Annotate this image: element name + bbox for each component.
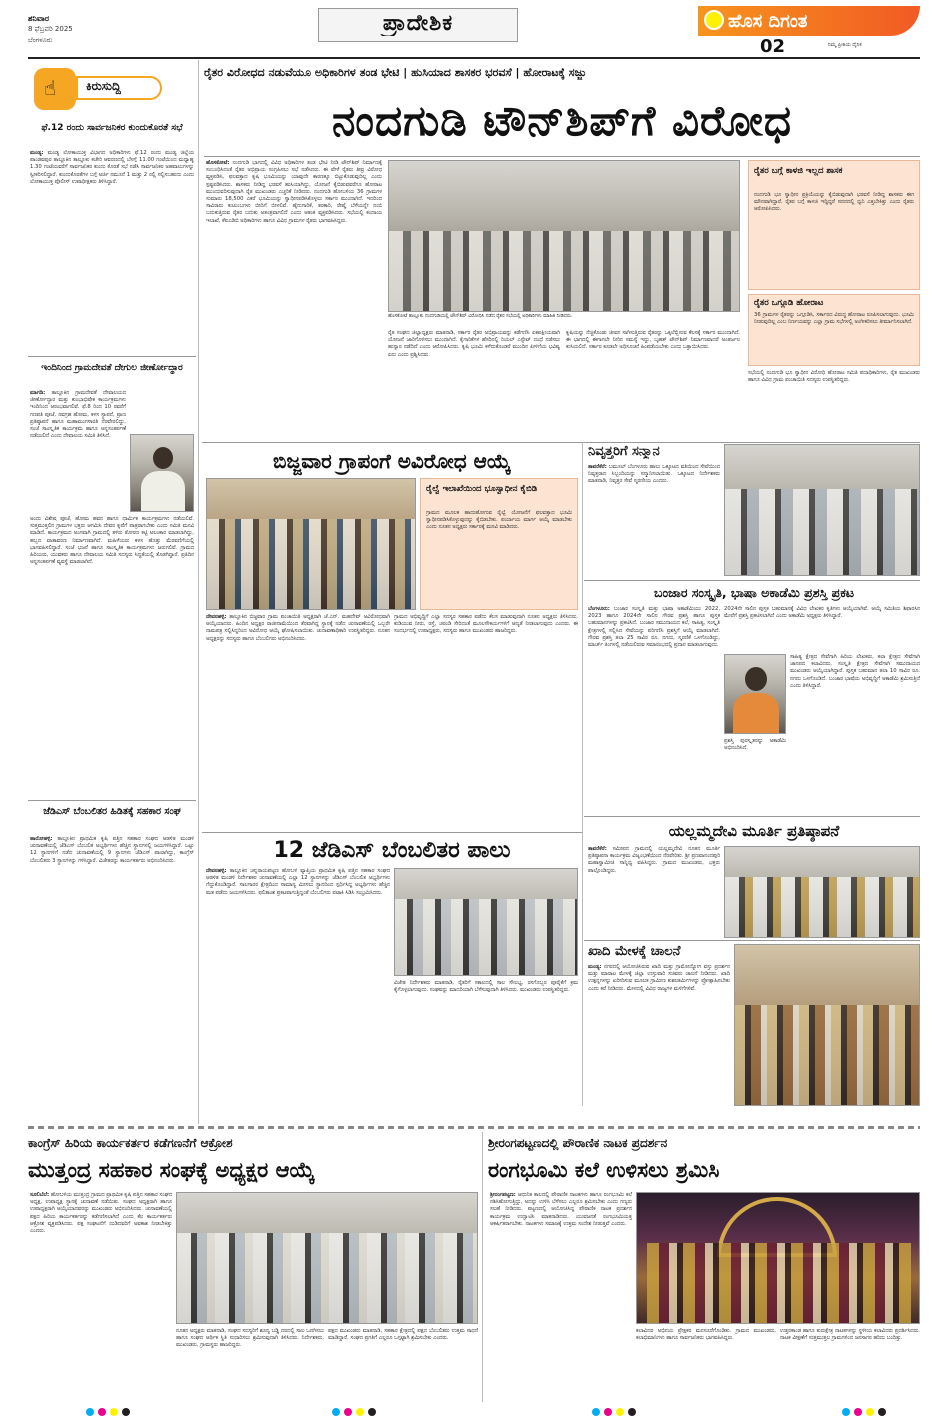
photo-torso xyxy=(733,693,779,734)
banjara-text: ಬಂಜಾರ ಸಂಸ್ಕೃತಿ ಮತ್ತು ಭಾಷಾ ಅಕಾಡೆಮಿಯು 2022, 2023 ಹಾಗೂ 2024ನೇ ಸಾಲಿನ ಗೌರವ ಪ್ರಶಸ್ತಿ ಹಾಗೂ ಪುಸ್ತಕ ಬಹುಮಾನಗಳನ್ನು ಪ್ರಕಟಿಸಿದೆ. ಬಂಜಾರ ಸಮುದಾಯದ ಕಲೆ, ಸಾಹಿತ್ಯ, ಸಂಸ್ಕೃತಿ ಕ್ಷೇತ್ರಗಳಲ್ಲಿ ಸಲ್ಲಿಸಿದ ಸೇವೆಯನ್ನು ಪರಿಗಣಿಸಿ ಪ್ರಶಸ್ತಿಗೆ ಆಯ್ಕೆ ಮಾಡಲಾಗಿದೆ. ಗೌರವ ಪ್ರಶಸ್ತಿ ತಲಾ 25 ಸಾವಿರ ರೂ. ನಗದು, ಸ್ಮರಣಿಕೆ ಒಳಗೊಂಡಿದ್ದು, ಮಾರ್ಚ್ ತಿಂಗಳಲ್ಲಿ ನಡೆಯಲಿರುವ ಸಮಾರಂಭದಲ್ಲಿ ಪ್ರದಾನ ಮಾಡಲಾಗುವುದು. xyxy=(588,606,720,649)
print-dot-cyan xyxy=(86,1408,94,1416)
lead-box-1-text: ನಂದಗುಡಿ ಭೂ ಸ್ವಾಧೀನ ಪ್ರಕ್ರಿಯೆಯನ್ನು ಕೈಬಿಡುವುದಾಗಿ ಭರವಸೆ ನೀಡಿದ್ದ ಶಾಸಕರು ಈಗ ಮೌನವಾಗಿದ್ದಾರೆ. ರೈತರ ಬಗ್ಗೆ ಕಾಳಜಿ ಇದ್ದಿದ್ದರೆ ಸದನದಲ್ಲಿ ಧ್ವನಿ ಎತ್ತಬೇಕಿತ್ತು ಎಂದು ರೈತರು ಆರೋಪಿಸಿದರು. xyxy=(754,192,914,213)
photo-group xyxy=(207,519,416,610)
photo-group xyxy=(177,1233,478,1324)
issue-city: ಬೆಂಗಳೂರು xyxy=(28,36,53,44)
lead-box-1-title: ರೈತರ ಬಗ್ಗೆ ಕಾಳಜಿ ಇಲ್ಲದ ಶಾಸಕ xyxy=(754,166,843,176)
jds12-body-1 xyxy=(206,868,390,1108)
brief-3-place: ಹಾರೋಹಳ್ಳಿ: xyxy=(30,836,53,842)
photo-crowd xyxy=(389,231,740,312)
bijjawara-box-text: ಗ್ರಾಮದ ಮೂಲಕ ಹಾದುಹೋಗುವ ರೈಲ್ವೆ ಯೋಜನೆಗೆ ಫಲವತ್ತಾದ ಭೂಮಿ ಸ್ವಾಧೀನಪಡಿಸಿಕೊಳ್ಳುವುದನ್ನು ಕೈಬಿಡಬೇಕು. ಪರ್ಯಾಯ ಮಾರ್ಗ ಆಯ್ಕೆ ಮಾಡಬೇಕು ಎಂದು ನೂತನ ಅಧ್ಯಕ್ಷರು ಸರ್ಕಾರಕ್ಕೆ ಮನವಿ ಮಾಡಿದರು. xyxy=(426,510,572,531)
brief-3-title: ಜೆಡಿಎಸ್ ಬೆಂಬಲಿತರ ಹಿಡಿತಕ್ಕೆ ಸಹಕಾರ ಸಂಘ xyxy=(43,806,181,817)
print-dot-magenta xyxy=(344,1408,352,1416)
jds12-body-2: ವಿಜೇತ ನಿರ್ದೇಶಕರು ಮಾತನಾಡಿ, ರೈತರಿಗೆ ಸಕಾಲದಲ್ಲಿ ಸಾಲ ಸೌಲಭ್ಯ, ರಸಗೊಬ್ಬರ ಪೂರೈಕೆಗೆ ಕ್ರಮ ಕೈಗೊಳ್ಳಲಾಗುವುದು. ಸಂಘವನ್ನು ಮಾದರಿಯಾಗಿ ಬೆಳೆಸುವುದಾಗಿ ತಿಳಿಸಿದರು. ಮುಖಂಡರು ಉಪಸ್ಥಿತರಿದ್ದರು. xyxy=(394,980,578,994)
photo-torso xyxy=(141,471,185,512)
print-dot-yellow xyxy=(110,1408,118,1416)
brief-1-text: ಮಂಡ್ಯ ಲೋಕಾಯುಕ್ತ ವಿಭಾಗದ ಅಧಿಕಾರಿಗಳು ಫೆ.12 ರಂದು ಮಂಡ್ಯ ಜಿಲ್ಲೆಯ ಪಾಂಡವಪುರ ತಾಲ್ಲೂಕಿನ ತಾಲ್ಲೂಕು ಕಚೇರಿ ಆವರಣದಲ್ಲಿ ಬೆಳಗ್ಗೆ 11.00 ಗಂಟೆಯಿಂದ ಮಧ್ಯಾಹ್ನ 1.30 ಗಂಟೆಯವರೆಗೆ ಸಾರ್ವಜನಿಕರ ಕುಂದು ಕೊರತೆ ಸಭೆ ನಡೆಸಿ ಸಾರ್ವಜನಿಕರ ಅಹವಾಲುಗಳನ್ನು ಸ್ವೀಕರಿಸಲಿದ್ದಾರೆ. ಕುಂದುಕೊರತೆಗಳ ಬಗ್ಗೆ ಅರ್ಜಿ ನಮೂನೆ 1 ಮತ್ತು 2 ರಲ್ಲಿ ಸಲ್ಲಿಸಬಹುದು ಎಂದು ಲೋಕಾಯುಕ್ತ ಪೊಲೀಸ್ ಉಪಾಧೀಕ್ಷಕರು ತಿಳಿಸಿದ್ದಾರೆ. xyxy=(30,150,194,185)
lead-place: ಹೊಸಕೋಟೆ: xyxy=(206,160,230,166)
yallamma-photo xyxy=(724,846,920,938)
section-rule xyxy=(584,580,920,581)
jds12-photo xyxy=(394,868,578,976)
photo-head xyxy=(153,447,173,469)
masthead xyxy=(0,0,945,58)
paper-tagline: ನಿಮ್ಮ ಪ್ರೀತಿಯ ದೈನಿಕ xyxy=(828,42,862,48)
srirangapatna-headline: ರಂಗಭೂಮಿ ಕಲೆ ಉಳಿಸಲು ಶ್ರಮಿಸಿ xyxy=(488,1158,720,1182)
srirangapatna-kicker: ಶ್ರೀರಂಗಪಟ್ಟಣದಲ್ಲಿ ಪೌರಾಣಿಕ ನಾಟಕ ಪ್ರದರ್ಶನ xyxy=(488,1136,668,1150)
jds12-place: ದೇವನಹಳ್ಳಿ: xyxy=(206,868,227,874)
print-dot-magenta xyxy=(604,1408,612,1416)
print-dot-yellow xyxy=(356,1408,364,1416)
issue-day: ಶನಿವಾರ xyxy=(28,14,50,23)
yallamma-body xyxy=(588,846,720,938)
congress-body-1 xyxy=(30,1192,172,1400)
lead-rule xyxy=(204,156,920,157)
jds12-headline: 12 ಜೆಡಿಎಸ್ ಬೆಂಬಲಿತರ ಪಾಲು xyxy=(273,838,511,863)
lead-photo xyxy=(388,160,740,312)
bottom-dotted-rule xyxy=(28,1126,920,1129)
lead-kicker: ರೈತರ ವಿರೋಧದ ನಡುವೆಯೂ ಅಧಿಕಾರಿಗಳ ತಂಡ ಭೇಟಿ | ಹುಸಿಯಾದ ಶಾಸಕರ ಭರವಸೆ | ಹೋರಾಟಕ್ಕೆ ಸಜ್ಜು xyxy=(204,66,587,79)
banjara-photo xyxy=(724,654,786,734)
nivrutta-photo xyxy=(724,444,920,576)
lead-box-2-title: ರೈತರ ಒಗ್ಗೂಡಿ ಹೋರಾಟ xyxy=(754,298,824,308)
brief-divider xyxy=(28,356,196,357)
section-rule xyxy=(584,940,920,941)
page-number: 02 xyxy=(760,36,786,57)
bijjawara-place: ದೇವನಹಳ್ಳಿ: xyxy=(206,614,227,620)
jds12-text: ತಾಲ್ಲೂಕಿನ ಚನ್ನರಾಯಪಟ್ಟಣ ಹೋಬಳಿ ವ್ಯಾಪ್ತಿಯ ಪ್ರಾಥಮಿಕ ಕೃಷಿ ಪತ್ತಿನ ಸಹಕಾರ ಸಂಘದ ಆಡಳಿತ ಮಂಡಳಿ ನಿರ್ದೇಶಕರ ಚುನಾವಣೆಯಲ್ಲಿ ಎಲ್ಲಾ 12 ಸ್ಥಾನಗಳನ್ನು ಜೆಡಿಎಸ್ ಬೆಂಬಲಿತ ಅಭ್ಯರ್ಥಿಗಳು ಗೆದ್ದುಕೊಂಡಿದ್ದಾರೆ. ಸಾಲಗಾರರ ಕ್ಷೇತ್ರದಿಂದ ಸಾಮಾನ್ಯ ಮೀಸಲು ಸ್ಥಾನದಿಂದ ಸ್ಪರ್ಧಿಸಿದ್ದ ಅಭ್ಯರ್ಥಿಗಳು ಹೆಚ್ಚಿನ ಮತ ಪಡೆದು ಜಯಗಳಿಸಿದರು. ಫಲಿತಾಂಶ ಪ್ರಕಟವಾಗುತ್ತಿದ್ದಂತೆ ಬೆಂಬಲಿಗರು ಪಟಾಕಿ ಸಿಡಿಸಿ ಸಂಭ್ರಮಿಸಿದರು. xyxy=(206,868,390,896)
banjara-body-2: 2024ನೇ ಸಾಲಿನ ಪುಸ್ತಕ ಬಹುಮಾನಕ್ಕೆ ವಿವಿಧ ಲೇಖಕರ ಕೃತಿಗಳು ಆಯ್ಕೆಯಾಗಿವೆ. ಆಯ್ಕೆ ಸಮಿತಿಯ ಶಿಫಾರಸಿನ ಮೇರೆಗೆ ಪ್ರಶಸ್ತಿ ಪ್ರಕಟಿಸಲಾಗಿದೆ ಎಂದು ಅಕಾಡೆಮಿ ಅಧ್ಯಕ್ಷರು ತಿಳಿಸಿದ್ದಾರೆ. xyxy=(724,606,920,620)
lead-box-2-text: 36 ಗ್ರಾಮಗಳ ರೈತರನ್ನು ಒಗ್ಗೂಡಿಸಿ, ಸರ್ಕಾರದ ವಿರುದ್ಧ ಹೋರಾಟ ರೂಪಿಸಲಾಗುವುದು. ಭೂಮಿ ನೀಡುವುದಿಲ್ಲ ಎಂಬ ನಿರ್ಣಯವನ್ನು ಎಲ್ಲಾ ಗ್ರಾಮ ಸಭೆಗಳಲ್ಲಿ ಅಂಗೀಕರಿಸಲು ತೀರ್ಮಾನಿಸಲಾಗಿದೆ. xyxy=(754,312,914,326)
nivrutta-place: ತಾವರೆಕೆರೆ: xyxy=(588,464,607,470)
section-rule xyxy=(584,816,920,817)
lead-body-col2: ರೈತ ಸಂಘದ ಜಿಲ್ಲಾಧ್ಯಕ್ಷರು ಮಾತನಾಡಿ, ಸರ್ಕಾರ ರೈತರ ಅಭಿಪ್ರಾಯವನ್ನು ಕಡೆಗಣಿಸಿ ಏಕಪಕ್ಷೀಯವಾಗಿ ಯೋಜನೆ ಜಾರಿಗೊಳಿಸಲು ಮುಂದಾಗಿದೆ. ಕೈಗಾರಿಕೆಗಳ ಹೆಸರಿನಲ್ಲಿ ರಿಯಲ್ ಎಸ್ಟೇಟ್ ದಂಧೆ ನಡೆಸಲು ಹುನ್ನಾರ ನಡೆದಿದೆ ಎಂದು ಆರೋಪಿಸಿದರು. ಕೃಷಿ ಭೂಮಿ ಕಳೆದುಕೊಂಡರೆ ಮುಂದಿನ ಪೀಳಿಗೆಯ ಭವಿಷ್ಯ ಏನು ಎಂದು ಪ್ರಶ್ನಿಸಿದರು. xyxy=(388,330,560,358)
srirangapatna-text: ಆಧುನಿಕ ಕಾಲದಲ್ಲಿ ಪೌರಾಣಿಕ ನಾಟಕಗಳು ಹಾಗೂ ರಂಗಭೂಮಿ ಕಲೆ ನಶಿಸಿಹೋಗುತ್ತಿದ್ದು, ಅದನ್ನು ಉಳಿಸಿ ಬೆಳೆಸಲು ಎಲ್ಲರೂ ಶ್ರಮಿಸಬೇಕು ಎಂದು ಗಣ್ಯರು ಸಲಹೆ ನೀಡಿದರು. ಪಟ್ಟಣದಲ್ಲಿ ಆಯೋಜಿಸಿದ್ದ ಪೌರಾಣಿಕ ನಾಟಕ ಪ್ರದರ್ಶನ ಕಾರ್ಯಕ್ರಮ ಉದ್ಘಾಟಿಸಿ ಮಾತನಾಡಿದರು. ಯುವಜನತೆ ರಂಗಭೂಮಿಯತ್ತ ಆಕರ್ಷಿತರಾಗಬೇಕು. ನಾಟಕಗಳು ಸಮಾಜಕ್ಕೆ ಉತ್ತಮ ಸಂದೇಶ ನೀಡುತ್ತವೆ ಎಂದರು. xyxy=(490,1192,632,1227)
priest-photo xyxy=(130,434,194,512)
brief-divider xyxy=(28,800,196,801)
congress-body-2: ನೂತನ ಅಧ್ಯಕ್ಷರು ಮಾತನಾಡಿ, ಸಂಘದ ಸದಸ್ಯರಿಗೆ ಶೂನ್ಯ ಬಡ್ಡಿ ದರದಲ್ಲಿ ಸಾಲ ಒದಗಿಸಲು ಹಾಗೂ ಸಂಘದ ಆರ್ಥಿಕ ಸ್ಥಿತಿ ಸುಧಾರಿಸಲು ಶ್ರಮಿಸುವುದಾಗಿ ತಿಳಿಸಿದರು. ನಿರ್ದೇಶಕರು, ಮುಖಂಡರು, ಗ್ರಾಮಸ್ಥರು ಹಾಜರಿದ್ದರು. xyxy=(176,1328,324,1349)
kirusuddi-column xyxy=(28,64,196,1124)
brief-2-place: ಮಾಗಡಿ: xyxy=(30,390,46,396)
srirangapatna-photo xyxy=(636,1192,920,1324)
banjara-body-1 xyxy=(588,606,720,812)
print-dot-magenta xyxy=(98,1408,106,1416)
lead-body-col1 xyxy=(206,160,382,400)
photo-head xyxy=(745,667,767,691)
lead-headline: ನಂದಗುಡಿ ಟೌನ್‌ಶಿಪ್‌ಗೆ ವಿರೋಧ xyxy=(332,96,792,145)
lead-body-col4: ಸಭೆಯಲ್ಲಿ ನಂದಗುಡಿ ಭೂ ಸ್ವಾಧೀನ ವಿರೋಧಿ ಹೋರಾಟ ಸಮಿತಿ ಪದಾಧಿಕಾರಿಗಳು, ರೈತ ಮುಖಂಡರು ಹಾಗೂ ವಿವಿಧ ಗ್ರಾಮ ಪಂಚಾಯಿತಿ ಸದಸ್ಯರು ಉಪಸ್ಥಿತರಿದ್ದರು. xyxy=(748,370,920,384)
print-dot-magenta xyxy=(854,1408,862,1416)
column-divider xyxy=(482,1132,483,1402)
nivrutta-headline: ನಿವೃತ್ತರಿಗೆ ಸನ್ಮಾನ xyxy=(588,444,660,459)
print-dot-cyan xyxy=(332,1408,340,1416)
lead-caption: ಹೊಸಕೋಟೆ ತಾಲ್ಲೂಕು ನಂದಗುಡಿಯಲ್ಲಿ ಟೌನ್‌ಶಿಪ್ ವಿರೋಧಿಸಿ ನಡೆದ ರೈತರ ಸಭೆಯಲ್ಲಿ ಅಧಿಕಾರಿಗಳು ಮಾಹಿತಿ ನೀಡಿದರು. xyxy=(388,314,573,319)
bijjawara-box-title: ರೈಲ್ವೆ ಇಲಾಖೆಯಿಂದ ಭೂಸ್ವಾಧೀನ ಕೈಬಿಡಿ xyxy=(426,484,538,494)
brief-3-body xyxy=(30,836,194,1126)
bijjawara-text: ತಾಲ್ಲೂಕಿನ ಬಿಜ್ಜವಾರ ಗ್ರಾಮ ಪಂಚಾಯಿತಿ ಅಧ್ಯಕ್ಷರಾಗಿ ಜೆ.ಎನ್. ಮಹದೇವ್ ಅವಿರೋಧವಾಗಿ ಆಯ್ಕೆಯಾದರು. ಹಿಂದಿನ ಅಧ್ಯಕ್ಷರ ರಾಜೀನಾಮೆಯಿಂದ ತೆರವಾಗಿದ್ದ ಸ್ಥಾನಕ್ಕೆ ನಡೆದ ಚುನಾವಣೆಯಲ್ಲಿ ಒಬ್ಬರೇ ನಾಮಪತ್ರ ಸಲ್ಲಿಸಿದ್ದರಿಂದ ಅವಿರೋಧ ಆಯ್ಕೆ ಘೋಷಿಸಲಾಯಿತು. ಚುನಾವಣಾಧಿಕಾರಿ ಉಪಸ್ಥಿತರಿದ್ದರು. ನೂತನ ಅಧ್ಯಕ್ಷರನ್ನು ಸದಸ್ಯರು ಹಾಗೂ ಬೆಂಬಲಿಗರು ಅಭಿನಂದಿಸಿದರು. xyxy=(206,614,390,642)
brief-1-place: ಮಂಡ್ಯ: xyxy=(30,150,44,156)
section-title: ಪ್ರಾದೇಶಿಕ xyxy=(382,11,454,36)
srirangapatna-body-2: ಕಲಾವಿದರ ಅಭಿನಯ ಪ್ರೇಕ್ಷಕರ ಮನಸೂರೆಗೊಂಡಿತು. ಗ್ರಾಮದ ಮುಖಂಡರು, ಕಲಾಭಿಮಾನಿಗಳು ಹಾಗೂ ಸಾರ್ವಜನಿಕರು ಭಾಗವಹಿಸಿದ್ದರು. xyxy=(636,1328,776,1342)
bijjawara-body-1 xyxy=(206,614,390,830)
yallamma-place: ತಾವರೆಕೆರೆ: xyxy=(588,846,607,852)
hand-icon: ☝ xyxy=(44,76,57,100)
congress-headline: ಮುತ್ತಂದ್ರ ಸಹಕಾರ ಸಂಘಕ್ಕೆ ಅಧ್ಯಕ್ಷರ ಆಯ್ಕೆ xyxy=(28,1158,315,1182)
paper-logo xyxy=(698,6,920,57)
photo-group xyxy=(725,489,920,576)
yallamma-text: ಸಮೀಪದ ಗ್ರಾಮದಲ್ಲಿ ಯಲ್ಲಮ್ಮದೇವಿ ನೂತನ ಮೂರ್ತಿ ಪ್ರತಿಷ್ಠಾಪನಾ ಕಾರ್ಯಕ್ರಮ ವಿಜೃಂಭಣೆಯಿಂದ ನೆರವೇರಿತು. ಶ್ರೀ ಪ್ರಣವಾನಂದಪುರಿ ಮಹಾಸ್ವಾಮೀಜಿ ಸಾನ್ನಿಧ್ಯ ವಹಿಸಿದ್ದರು. ಗ್ರಾಮದ ಮುಖಂಡರು, ಭಕ್ತರು ಪಾಲ್ಗೊಂಡಿದ್ದರು. xyxy=(588,846,720,874)
photo-actors xyxy=(647,1243,911,1324)
congress-kicker: ಕಾಂಗ್ರೆಸ್ ಹಿರಿಯ ಕಾರ್ಯಕರ್ತರ ಕಡೆಗಣನೆಗೆ ಆಕ್ರೋಶ xyxy=(28,1136,233,1150)
section-rule xyxy=(202,832,582,833)
print-dot-cyan xyxy=(842,1408,850,1416)
lead-body-col3: ಕೃಷಿಯನ್ನು ನೆಚ್ಚಿಕೊಂಡು ಜೀವನ ಸಾಗಿಸುತ್ತಿರುವ ರೈತರನ್ನು ಒಕ್ಕಲೆಬ್ಬಿಸುವ ಕೆಲಸಕ್ಕೆ ಸರ್ಕಾರ ಮುಂದಾಗಿದೆ. ಈ ಭಾಗದಲ್ಲಿ ಈಗಾಗಲೇ ನೀರಿನ ಸಮಸ್ಯೆ ಇದ್ದು, ಬೃಹತ್ ಟೌನ್‌ಶಿಪ್ ನಿರ್ಮಾಣವಾದರೆ ಅಂತರ್ಜಲ ಕುಸಿಯಲಿದೆ. ಸರ್ಕಾರ ಕೂಡಲೇ ಅಧಿಸೂಚನೆ ಹಿಂಪಡೆಯಬೇಕು ಎಂದು ಒತ್ತಾಯಿಸಿದರು. xyxy=(566,330,740,351)
congress-photo xyxy=(176,1192,478,1324)
brief-2-text: ತಾಲ್ಲೂಕಿನ ಗ್ರಾಮದೇವತೆ ದೇವಾಲಯದ ಜೀರ್ಣೋದ್ಧಾರ ಮತ್ತು ಕುಂಭಾಭಿಷೇಕ ಕಾರ್ಯಕ್ರಮಗಳು ಇಂದಿನಿಂದ ಆರಂಭವಾಗಲಿವೆ. ಫೆ.8 ರಿಂದ 10 ರವರೆಗೆ ಗಣಪತಿ ಪೂಜೆ, ನವಗ್ರಹ ಹೋಮ, ಕಳಸ ಸ್ಥಾಪನೆ, ಪ್ರಾಣ ಪ್ರತಿಷ್ಠಾಪನೆ ಹಾಗೂ ಮಹಾಮಂಗಳಾರತಿ ನೆರವೇರಲಿದ್ದು, ಸಂಜೆ ಸಾಂಸ್ಕೃತಿಕ ಕಾರ್ಯಕ್ರಮ ಹಾಗೂ ಅನ್ನಸಂತರ್ಪಣೆ ನಡೆಯಲಿದೆ ಎಂದು ದೇವಾಲಯ ಸಮಿತಿ ತಿಳಿಸಿದೆ. xyxy=(30,390,126,440)
nivrutta-text: ಬಮೂಲ್ ಬೆಂಗಳೂರು ಹಾಲು ಒಕ್ಕೂಟದ ವತಿಯಿಂದ ಸೇವೆಯಿಂದ ನಿವೃತ್ತರಾದ ಸಿಬ್ಬಂದಿಯನ್ನು ಸನ್ಮಾನಿಸಲಾಯಿತು. ಒಕ್ಕೂಟದ ನಿರ್ದೇಶಕರು ಮಾತನಾಡಿ, ನಿವೃತ್ತರ ಸೇವೆ ಸ್ಮರಣೀಯ ಎಂದರು. xyxy=(588,464,720,485)
khadi-headline: ಖಾದಿ ಮೇಳಕ್ಕೆ ಚಾಲನೆ xyxy=(588,944,681,959)
srirangapatna-body-1 xyxy=(490,1192,632,1402)
photo-group xyxy=(725,877,920,938)
logo-sun-icon xyxy=(704,10,724,30)
congress-place: ಸೂಲಿಬೆಲೆ: xyxy=(30,1192,50,1198)
congress-text: ಹೋಬಳಿಯ ಮುತ್ತಂದ್ರ ಗ್ರಾಮದ ಪ್ರಾಥಮಿಕ ಕೃಷಿ ಪತ್ತಿನ ಸಹಕಾರ ಸಂಘದ ಅಧ್ಯಕ್ಷ, ಉಪಾಧ್ಯಕ್ಷ ಸ್ಥಾನಕ್ಕೆ ಚುನಾವಣೆ ನಡೆಯಿತು. ಸಂಘದ ಅಧ್ಯಕ್ಷರಾಗಿ ಹಾಗೂ ಉಪಾಧ್ಯಕ್ಷರಾಗಿ ಆಯ್ಕೆಯಾದವರನ್ನು ಮುಖಂಡರು ಅಭಿನಂದಿಸಿದರು. ಚುನಾವಣೆಯಲ್ಲಿ ಪಕ್ಷದ ಹಿರಿಯ ಕಾರ್ಯಕರ್ತರನ್ನು ಕಡೆಗಣಿಸಲಾಗಿದೆ ಎಂದು ಕೆಲ ಕಾರ್ಯಕರ್ತರು ಆಕ್ರೋಶ ವ್ಯಕ್ತಪಡಿಸಿದರು. ಪಕ್ಷ ಸಂಘಟನೆಗೆ ದುಡಿದವರಿಗೆ ಅವಕಾಶ ನೀಡಬೇಕಿತ್ತು ಎಂದರು. xyxy=(30,1192,172,1235)
bijjawara-photo xyxy=(206,478,416,610)
print-dot-black xyxy=(368,1408,376,1416)
column-divider xyxy=(198,60,199,1124)
congress-body-3: ಪಕ್ಷದ ಮುಖಂಡರು ಮಾತನಾಡಿ, ಸಹಕಾರ ಕ್ಷೇತ್ರದಲ್ಲಿ ಪಕ್ಷದ ಬೆಂಬಲಿತರು ಉತ್ತಮ ಸಾಧನೆ ಮಾಡಿದ್ದಾರೆ. ಸಂಘದ ಪ್ರಗತಿಗೆ ಎಲ್ಲರೂ ಒಗ್ಗಟ್ಟಾಗಿ ಶ್ರಮಿಸಬೇಕು ಎಂದರು. xyxy=(328,1328,478,1342)
brief-1-body xyxy=(30,150,194,350)
photo-crowd xyxy=(735,1005,920,1106)
brief-2-title: ಇಂದಿನಿಂದ ಗ್ರಾಮದೇವತೆ ದೇಗುಲ ಜೀರ್ಣೋದ್ಧಾರ xyxy=(41,363,183,373)
print-dot-black xyxy=(628,1408,636,1416)
bijjawara-headline: ಬಿಜ್ಜವಾರ ಗ್ರಾಪಂಗೆ ಅವಿರೋಧ ಆಯ್ಕೆ xyxy=(273,449,511,473)
brief-2-body xyxy=(30,390,126,510)
section-rule xyxy=(202,442,920,443)
banjara-body-4: ಪ್ರಶಸ್ತಿ ಪುರಸ್ಕೃತರನ್ನು ಅಕಾಡೆಮಿ ಅಭಿನಂದಿಸಿದೆ. xyxy=(724,738,786,752)
khadi-photo xyxy=(734,944,920,1106)
banjara-body-3: ಸಾಹಿತ್ಯ ಕ್ಷೇತ್ರದ ಸೇವೆಗಾಗಿ ಹಿರಿಯ ಲೇಖಕರು, ಕಲಾ ಕ್ಷೇತ್ರದ ಸೇವೆಗಾಗಿ ಜಾನಪದ ಕಲಾವಿದರು, ಸಂಸ್ಕೃತಿ ಕ್ಷೇತ್ರದ ಸೇವೆಗಾಗಿ ಸಮುದಾಯದ ಮುಖಂಡರು ಆಯ್ಕೆಯಾಗಿದ್ದಾರೆ. ಪುಸ್ತಕ ಬಹುಮಾನ ತಲಾ 10 ಸಾವಿರ ರೂ. ನಗದು ಒಳಗೊಂಡಿದೆ. ಬಂಜಾರ ಭಾಷೆಯ ಅಭಿವೃದ್ಧಿಗೆ ಅಕಾಡೆಮಿ ಶ್ರಮಿಸುತ್ತಿದೆ ಎಂದು ತಿಳಿಸಿದ್ದಾರೆ. xyxy=(790,654,920,689)
photo-group xyxy=(395,899,578,976)
srirangapatna-place: ಶ್ರೀರಂಗಪಟ್ಟಣ: xyxy=(490,1192,516,1198)
brief-3-text: ತಾಲ್ಲೂಕಿನ ಪ್ರಾಥಮಿಕ ಕೃಷಿ ಪತ್ತಿನ ಸಹಕಾರ ಸಂಘದ ಆಡಳಿತ ಮಂಡಳಿ ಚುನಾವಣೆಯಲ್ಲಿ ಜೆಡಿಎಸ್ ಬೆಂಬಲಿತ ಅಭ್ಯರ್ಥಿಗಳು ಹೆಚ್ಚಿನ ಸ್ಥಾನಗಳಲ್ಲಿ ಜಯಗಳಿಸಿದ್ದಾರೆ. ಒಟ್ಟು 12 ಸ್ಥಾನಗಳಿಗೆ ನಡೆದ ಚುನಾವಣೆಯಲ್ಲಿ 9 ಸ್ಥಾನಗಳು ಜೆಡಿಎಸ್ ಪಾಲಾಗಿದ್ದು, ಕಾಂಗ್ರೆಸ್ ಬೆಂಬಲಿತರು 3 ಸ್ಥಾನಗಳನ್ನು ಗಳಿಸಿದ್ದಾರೆ. ವಿಜೇತರನ್ನು ಕಾರ್ಯಕರ್ತರು ಅಭಿನಂದಿಸಿದರು. xyxy=(30,836,194,864)
banjara-place: ಬೆಂಗಳೂರು: xyxy=(588,606,610,612)
kirusuddi-tag: ಕಿರುಸುದ್ದಿ xyxy=(86,79,121,93)
khadi-body xyxy=(588,964,730,1106)
masthead-rule xyxy=(28,57,920,59)
print-dot-yellow xyxy=(616,1408,624,1416)
brief-2-body-cont: ಅಂದು ವಿಶೇಷ ಪೂಜೆ, ಹೋಮ ಹವನ ಹಾಗೂ ಧಾರ್ಮಿಕ ಕಾರ್ಯಕ್ರಮಗಳು ನಡೆಯಲಿವೆ. ಸುತ್ತಮುತ್ತಲಿನ ಗ್ರಾಮಗಳ ಭಕ್ತರು ಆಗಮಿಸಿ ದೇವರ ಕೃಪೆಗೆ ಪಾತ್ರರಾಗಬೇಕು ಎಂದು ಸಮಿತಿ ಮನವಿ ಮಾಡಿದೆ. ಕಾರ್ಯಕ್ರಮದ ಅಂಗವಾಗಿ ಗ್ರಾಮದಲ್ಲಿ ತಳಿರು ತೋರಣ ಕಟ್ಟಿ ಅಲಂಕಾರ ಮಾಡಲಾಗಿದ್ದು, ಹಬ್ಬದ ವಾತಾವರಣ ನಿರ್ಮಾಣವಾಗಿದೆ. ಮಹಿಳೆಯರು ಕಳಸ ಹೊತ್ತು ಮೆರವಣಿಗೆಯಲ್ಲಿ ಭಾಗವಹಿಸಲಿದ್ದಾರೆ. ಸಂಜೆ ಭಜನೆ ಹಾಗೂ ಸಾಂಸ್ಕೃತಿಕ ಕಾರ್ಯಕ್ರಮಗಳು ಜರುಗಲಿವೆ. ಗ್ರಾಮದ ಹಿರಿಯರು, ಯುವಕರು ಹಾಗೂ ದೇವಾಲಯ ಸಮಿತಿ ಸದಸ್ಯರು ಸಿದ್ಧತೆಯಲ್ಲಿ ತೊಡಗಿದ್ದಾರೆ. ಪ್ರತಿದಿನ ಅನ್ನಸಂತರ್ಪಣೆ ವ್ಯವಸ್ಥೆ ಮಾಡಲಾಗಿದೆ. xyxy=(30,516,194,566)
print-dot-yellow xyxy=(866,1408,874,1416)
khadi-text: ನಗರದಲ್ಲಿ ಆಯೋಜಿಸಿರುವ ಖಾದಿ ಮತ್ತು ಗ್ರಾಮೋದ್ಯೋಗ ವಸ್ತು ಪ್ರದರ್ಶನ ಮತ್ತು ಮಾರಾಟ ಮೇಳಕ್ಕೆ ಜಿಲ್ಲಾ ಉಸ್ತುವಾರಿ ಸಚಿವರು ಚಾಲನೆ ನೀಡಿದರು. ಖಾದಿ ಉತ್ಪನ್ನಗಳನ್ನು ಖರೀದಿಸುವ ಮೂಲಕ ಗ್ರಾಮೀಣ ಕುಶಲಕರ್ಮಿಗಳನ್ನು ಪ್ರೋತ್ಸಾಹಿಸಬೇಕು ಎಂದು ಕರೆ ನೀಡಿದರು. ಮೇಳದಲ್ಲಿ ವಿವಿಧ ರಾಜ್ಯಗಳ ಮಳಿಗೆಗಳಿವೆ. xyxy=(588,964,730,992)
column-divider xyxy=(582,442,583,1106)
nivrutta-body xyxy=(588,464,720,576)
paper-name: ಹೊಸ ದಿಗಂತ xyxy=(728,11,808,32)
print-dot-black xyxy=(878,1408,886,1416)
lead-text: ನಂದಗುಡಿ ಭಾಗದಲ್ಲಿ ವಿವಿಧ ಅಧಿಕಾರಿಗಳ ತಂಡ ಭೇಟಿ ನೀಡಿ ಟೌನ್‌ಶಿಪ್ ನಿರ್ಮಾಣಕ್ಕೆ ಸಂಬಂಧಿಸಿದಂತೆ ರೈತರ ಅಭಿಪ್ರಾಯ ಸಂಗ್ರಹಿಸಲು ಸಭೆ ನಡೆಸಿದರು. ಈ ವೇಳೆ ರೈತರು ತೀವ್ರ ವಿರೋಧ ವ್ಯಕ್ತಪಡಿಸಿ, ಫಲವತ್ತಾದ ಕೃಷಿ ಭೂಮಿಯನ್ನು ಯಾವುದೇ ಕಾರಣಕ್ಕೂ ಬಿಟ್ಟುಕೊಡುವುದಿಲ್ಲ ಎಂದು ಸ್ಪಷ್ಟಪಡಿಸಿದರು. ಶಾಸಕರು ನೀಡಿದ್ದ ಭರವಸೆ ಹುಸಿಯಾಗಿದ್ದು, ಯೋಜನೆ ಕೈಬಿಡುವವರೆಗೂ ಹೋರಾಟ ಮುಂದುವರಿಸುವುದಾಗಿ ರೈತ ಮುಖಂಡರು ಎಚ್ಚರಿಕೆ ನೀಡಿದರು. ನಂದಗುಡಿ ಹೋಬಳಿಯ 36 ಗ್ರಾಮಗಳ ಸುಮಾರು 18,500 ಎಕರೆ ಭೂಮಿಯನ್ನು ಸ್ವಾಧೀನಪಡಿಸಿಕೊಳ್ಳಲು ಸರ್ಕಾರ ಮುಂದಾಗಿದೆ. ಇದರಿಂದ ಸಾವಿರಾರು ಕುಟುಂಬಗಳು ಬೀದಿಗೆ ಬೀಳಲಿವೆ. ಹೈನುಗಾರಿಕೆ, ತರಕಾರಿ, ರೇಷ್ಮೆ ಬೆಳೆಯನ್ನೇ ನಂಬಿ ಬದುಕುತ್ತಿರುವ ರೈತರ ಬದುಕು ಅತಂತ್ರವಾಗಲಿದೆ ಎಂದು ಆತಂಕ ವ್ಯಕ್ತಪಡಿಸಿದರು. ಸಭೆಯಲ್ಲಿ ಕಂದಾಯ ಇಲಾಖೆ, ಕೆಐಎಡಿಬಿ ಅಧಿಕಾರಿಗಳು ಹಾಗೂ ವಿವಿಧ ಗ್ರಾಮಗಳ ರೈತರು ಭಾಗವಹಿಸಿದ್ದರು. xyxy=(206,160,382,224)
srirangapatna-body-3: ಉತ್ತರಕಾಂಡ ಹಾಗೂ ಕುರುಕ್ಷೇತ್ರ ನಾಟಕಗಳನ್ನು ಸ್ಥಳೀಯ ಕಲಾವಿದರು ಪ್ರದರ್ಶಿಸಿದರು. ನಾಟಕ ವೀಕ್ಷಣೆಗೆ ಸುತ್ತಮುತ್ತಲ ಗ್ರಾಮಗಳಿಂದ ಜನಸಾಗರ ಹರಿದು ಬಂದಿತ್ತು. xyxy=(780,1328,920,1342)
brief-1-title: ಫೆ.12 ರಂದು ಸಾರ್ವಜನಿಕರ ಕುಂದುಕೊರತೆ ಸಭೆ xyxy=(41,123,183,133)
khadi-place: ಮಂಡ್ಯ: xyxy=(588,964,602,970)
issue-date: 8 ಫೆಬ್ರವರಿ 2025 xyxy=(28,25,73,33)
print-dot-black xyxy=(122,1408,130,1416)
yallamma-headline: ಯಲ್ಲಮ್ಮದೇವಿ ಮೂರ್ತಿ ಪ್ರತಿಷ್ಠಾಪನೆ xyxy=(668,822,840,840)
banjara-headline: ಬಂಜಾರ ಸಂಸ್ಕೃತಿ, ಭಾಷಾ ಅಕಾಡೆಮಿ ಪ್ರಶಸ್ತಿ ಪ್ರಕಟ xyxy=(654,585,854,600)
print-dot-cyan xyxy=(592,1408,600,1416)
bijjawara-body-2: ಗ್ರಾಮದ ಅಭಿವೃದ್ಧಿಗೆ ಎಲ್ಲಾ ಸದಸ್ಯರ ಸಹಕಾರ ಪಡೆದು ಕೆಲಸ ಮಾಡುವುದಾಗಿ ನೂತನ ಅಧ್ಯಕ್ಷರು ತಿಳಿಸಿದರು. ಕುಡಿಯುವ ನೀರು, ರಸ್ತೆ, ಚರಂಡಿ ಸೇರಿದಂತೆ ಮೂಲಸೌಕರ್ಯಗಳಿಗೆ ಆದ್ಯತೆ ನೀಡಲಾಗುವುದು ಎಂದರು. ಈ ಸಂದರ್ಭದಲ್ಲಿ ಉಪಾಧ್ಯಕ್ಷರು, ಸದಸ್ಯರು ಹಾಗೂ ಮುಖಂಡರು ಹಾಜರಿದ್ದರು. xyxy=(394,614,578,635)
